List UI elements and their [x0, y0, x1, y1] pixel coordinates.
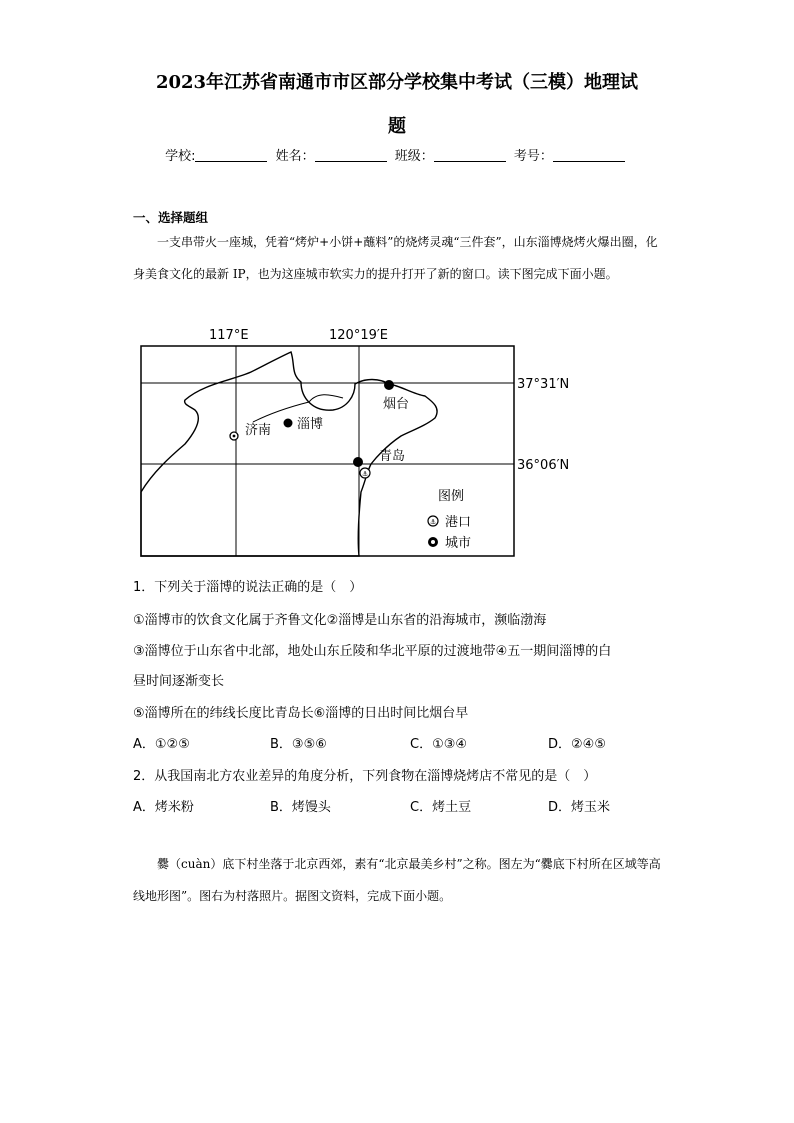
name-blank[interactable]: [315, 148, 387, 162]
lat-label-3606: 36°06′N: [517, 458, 570, 473]
question-1-option-b[interactable]: B．③⑤⑥: [270, 737, 327, 752]
legend-title: 图例: [438, 489, 465, 504]
jinan-city-dot: [233, 435, 236, 438]
question-1-statement-4: ⑤淄博所在的纬线长度比青岛长⑥淄博的日出时间比烟台早: [133, 706, 469, 721]
question-1-statement-2: ③淄博位于山东省中北部，地处山东丘陵和华北平原的过渡地带④五一期间淄博的白: [133, 644, 612, 659]
school-label: 学校:: [165, 149, 196, 164]
exam-title-line1: 2023年江苏省南通市市区部分学校集中考试（三模）地理试: [155, 72, 639, 93]
student-info-line: [0, 145, 794, 164]
yantai-city-marker: [384, 380, 394, 390]
qingdao-city-marker: [353, 457, 363, 467]
question-1-option-a[interactable]: A．①②⑤: [133, 737, 190, 752]
city-label-zibo: 淄博: [297, 417, 324, 432]
class-label: 班级：: [394, 149, 434, 164]
intro-paragraph-2: 爨（cuàn）底下村坐落于北京西郊，素有“北京最美乡村”之称。图左为“爨底下村所在区域等高线地形图”。图右为村落照片。据图文资料，完成下面小题。: [133, 857, 661, 903]
legend-city-label: 城市: [445, 536, 472, 551]
exam-number-blank[interactable]: [553, 148, 625, 162]
question-1-option-c[interactable]: C．①③④: [410, 737, 468, 752]
legend-anchor-icon: ⚓: [430, 518, 437, 526]
class-blank[interactable]: [434, 148, 506, 162]
question-2-option-d[interactable]: D．烤玉米: [548, 800, 611, 815]
question-1-stem: 1．下列关于淄博的说法正确的是（ ）: [133, 580, 363, 595]
lat-label-3731: 37°31′N: [517, 377, 570, 392]
shandong-map: [133, 322, 570, 562]
question-1-statement-1: ①淄博市的饮食文化属于齐鲁文化②淄博是山东省的沿海城市，濒临渤海: [133, 613, 547, 628]
question-2-option-c[interactable]: C．烤土豆: [410, 800, 472, 815]
legend-city-inner: [431, 540, 435, 544]
lon-label-117: 117°E: [209, 328, 249, 343]
city-label-qingdao: 青岛: [379, 449, 406, 464]
exam-number-label: 考号：: [513, 149, 553, 164]
question-2-option-b[interactable]: B．烤馒头: [270, 800, 331, 815]
exam-title-line2: 题: [388, 116, 406, 137]
school-blank[interactable]: [195, 148, 267, 162]
question-1-option-d[interactable]: D．②④⑤: [548, 737, 606, 752]
legend-port-label: 港口: [445, 515, 472, 530]
city-label-yantai: 烟台: [383, 397, 410, 412]
anchor-icon: ⚓: [362, 470, 369, 478]
city-label-jinan: 济南: [245, 423, 272, 438]
section-heading: 一、选择题组: [133, 210, 209, 225]
intro-paragraph-1: 一支串带火一座城，凭着“烤炉+小饼+蘸料”的烧烤灵魂“三件套”，山东淄博烧烤火爆出圈，化身美食文化的最新 IP，也为这座城市软实力的提升打开了新的窗口。读下图完成下面小题。: [133, 235, 658, 281]
question-1-statement-3: 昼时间逐渐变长: [133, 674, 225, 689]
question-2-option-a[interactable]: A．烤米粉: [133, 800, 194, 815]
question-2-stem: 2．从我国南北方农业差异的角度分析，下列食物在淄博烧烤店不常见的是（ ）: [133, 769, 597, 784]
zibo-city-marker: [284, 419, 293, 428]
name-label: 姓名：: [275, 149, 315, 164]
lon-label-120: 120°19′E: [329, 328, 389, 343]
